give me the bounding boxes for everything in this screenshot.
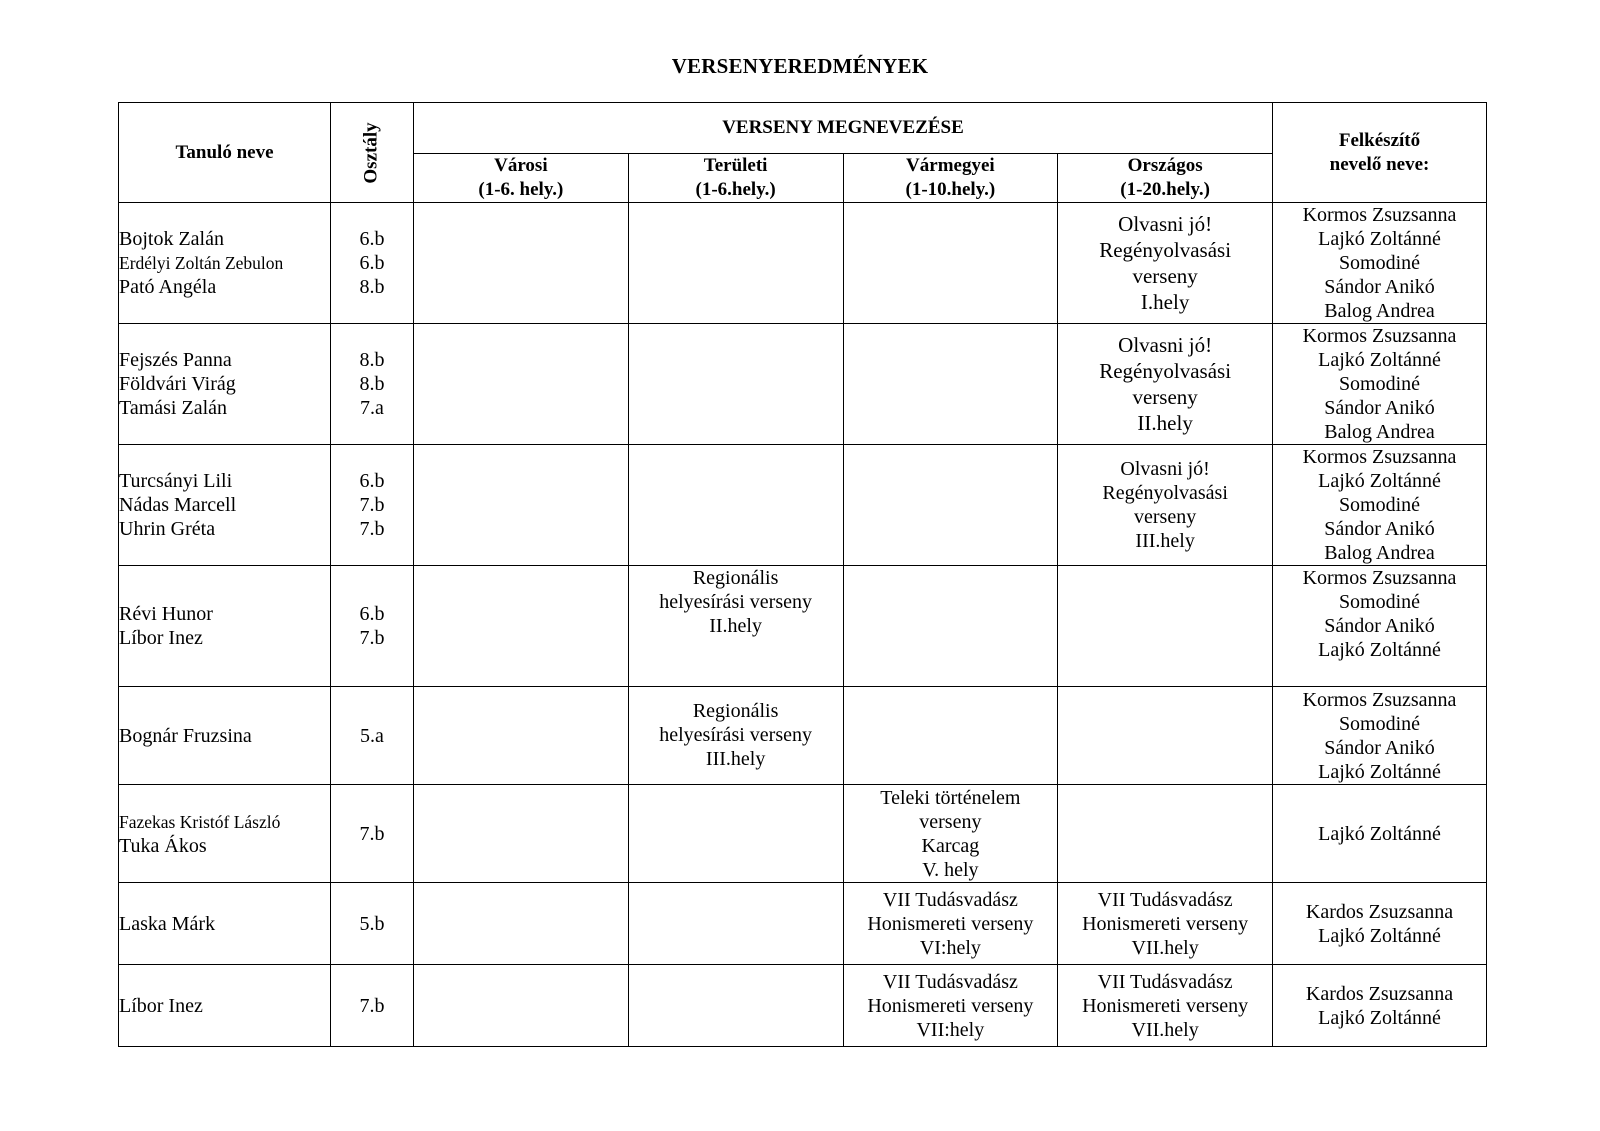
result-line: III.hely: [1135, 530, 1195, 552]
result-line: VII.hely: [1131, 936, 1199, 959]
teacher-name: Kormos Zsuzsanna: [1302, 325, 1457, 347]
header-region: [628, 154, 843, 203]
teacher-name: Balog Andrea: [1324, 300, 1435, 322]
national-cell: [1058, 203, 1273, 324]
header-region-label: Területi: [703, 155, 768, 176]
class-value: 7.b: [359, 494, 385, 516]
county-cell: [843, 566, 1058, 687]
header-county-range: (1-10.hely.): [905, 179, 996, 200]
classes-cell: [331, 203, 414, 324]
class-value: 7.b: [359, 822, 385, 845]
class-value: 7.b: [359, 627, 385, 649]
students-cell: [119, 324, 331, 445]
header-competition: VERSENY MEGNEVEZÉSE: [414, 103, 1273, 154]
teacher-name: Lajkó Zoltánné: [1318, 924, 1441, 947]
result-line: Regionális: [692, 567, 779, 589]
class-value: 6.b: [359, 470, 385, 492]
result-line: VII Tudásvadász: [1097, 888, 1233, 911]
results-table: [118, 102, 1487, 1047]
result-line: verseny: [1134, 506, 1197, 528]
header-city: [414, 154, 629, 203]
result-line: Regényolvasási: [1099, 359, 1232, 383]
header-national-range: (1-20.hely.): [1120, 179, 1210, 200]
result-line: V. hely: [922, 858, 979, 881]
teachers-cell: [1273, 687, 1487, 785]
header-student: Tanuló neve: [119, 103, 331, 203]
student-name: Fazekas Kristóf László: [119, 811, 281, 832]
class-value: 5.a: [360, 724, 384, 747]
class-value: 6.b: [359, 228, 385, 250]
county-cell: [843, 203, 1058, 324]
header-city-label: Városi: [494, 155, 548, 176]
student-name: Bognár Fruzsina: [119, 724, 252, 747]
national-cell: [1058, 566, 1273, 687]
result-line: VII Tudásvadász: [882, 888, 1018, 911]
result-line: Olvasni jó!: [1118, 333, 1213, 357]
region-cell: [628, 324, 843, 445]
result-line: I.hely: [1140, 290, 1190, 314]
national-cell: [1058, 785, 1273, 883]
classes-cell: [331, 324, 414, 445]
page-title: VERSENYEREDMÉNYEK: [671, 54, 929, 78]
region-cell: [628, 883, 843, 965]
students-cell: [119, 965, 331, 1047]
national-cell: [1058, 324, 1273, 445]
teacher-name: Kormos Zsuzsanna: [1302, 567, 1457, 589]
teacher-name: Lajkó Zoltánné: [1318, 639, 1441, 661]
national-cell: [1058, 883, 1273, 965]
city-cell: [414, 965, 629, 1047]
teacher-name: Somodiné: [1338, 712, 1421, 735]
teacher-name: Sándor Anikó: [1324, 518, 1435, 540]
table-row: [119, 785, 1487, 883]
teacher-name: Somodiné: [1338, 252, 1421, 274]
header-national-label: Országos: [1127, 155, 1203, 176]
teacher-name: Lajkó Zoltánné: [1318, 470, 1441, 492]
region-cell: [628, 203, 843, 324]
header-class: [331, 103, 414, 203]
students-cell: [119, 445, 331, 566]
result-line: VII.hely: [1131, 1018, 1199, 1041]
class-value: 7.b: [359, 994, 385, 1017]
header-county: [843, 154, 1058, 203]
city-cell: [414, 785, 629, 883]
class-value: 6.b: [359, 603, 385, 625]
student-name: Földvári Virág: [119, 373, 236, 395]
teacher-name: Somodiné: [1338, 373, 1421, 395]
result-line: verseny: [919, 810, 982, 833]
teacher-name: Kardos Zsuzsanna: [1305, 900, 1454, 923]
student-name: Turcsányi Lili: [119, 470, 233, 492]
header-teacher-line1: Felkészítő: [1338, 129, 1421, 151]
classes-cell: [331, 566, 414, 687]
class-value: 7.a: [360, 397, 384, 419]
teachers-cell: [1273, 785, 1487, 883]
teachers-cell: [1273, 324, 1487, 445]
class-value: 8.b: [359, 349, 385, 371]
national-cell: [1058, 445, 1273, 566]
classes-cell: [331, 445, 414, 566]
teacher-name: Balog Andrea: [1324, 421, 1435, 443]
table-row: [119, 883, 1487, 965]
table-row: [119, 445, 1487, 566]
header-region-range: (1-6.hely.): [695, 179, 776, 200]
city-cell: [414, 566, 629, 687]
teacher-name: Sándor Anikó: [1324, 615, 1435, 637]
result-line: Honismereti verseny: [1082, 912, 1249, 935]
teacher-name: Lajkó Zoltánné: [1318, 760, 1441, 783]
student-name: Révi Hunor: [119, 603, 213, 625]
teacher-name: Lajkó Zoltánné: [1318, 228, 1441, 250]
student-name: Tuka Ákos: [119, 834, 207, 857]
class-value: 8.b: [359, 373, 385, 395]
result-line: Honismereti verseny: [867, 912, 1034, 935]
class-value: 5.b: [359, 912, 385, 935]
county-cell: [843, 883, 1058, 965]
student-name: Laska Márk: [119, 912, 216, 935]
result-line: verseny: [1132, 264, 1198, 288]
table-row: [119, 965, 1487, 1047]
result-line: VII:hely: [916, 1018, 985, 1041]
classes-cell: [331, 785, 414, 883]
teacher-name: Kormos Zsuzsanna: [1302, 204, 1457, 226]
header-city-range: (1-6. hely.): [478, 179, 564, 200]
table-row: [119, 687, 1487, 785]
result-line: verseny: [1132, 385, 1198, 409]
city-cell: [414, 883, 629, 965]
teachers-cell: [1273, 445, 1487, 566]
region-cell: [628, 687, 843, 785]
students-cell: [119, 203, 331, 324]
result-line: II.hely: [1137, 411, 1193, 435]
classes-cell: [331, 687, 414, 785]
header-teacher-line2: nevelő neve:: [1329, 153, 1430, 175]
teacher-name: Sándor Anikó: [1324, 276, 1435, 298]
student-name: Tamási Zalán: [119, 397, 227, 419]
county-cell: [843, 785, 1058, 883]
result-line: Olvasni jó!: [1120, 458, 1210, 480]
teacher-name: Kardos Zsuzsanna: [1305, 982, 1454, 1005]
teacher-name: Sándor Anikó: [1324, 397, 1435, 419]
class-value: 7.b: [359, 518, 385, 540]
student-name: Erdélyi Zoltán Zebulon: [119, 253, 284, 273]
city-cell: [414, 324, 629, 445]
region-cell: [628, 965, 843, 1047]
teacher-name: Lajkó Zoltánné: [1318, 1006, 1441, 1029]
teachers-cell: [1273, 883, 1487, 965]
students-cell: [119, 566, 331, 687]
national-cell: [1058, 687, 1273, 785]
student-name: Nádas Marcell: [119, 494, 237, 516]
teacher-name: Kormos Zsuzsanna: [1302, 688, 1457, 711]
county-cell: [843, 965, 1058, 1047]
student-name: Líbor Inez: [119, 627, 203, 649]
result-line: Regényolvasási: [1102, 482, 1228, 504]
class-value: 8.b: [359, 276, 385, 298]
result-line: Karcag: [921, 834, 980, 857]
region-cell: [628, 566, 843, 687]
students-cell: [119, 785, 331, 883]
result-line: helyesírási verseny: [659, 724, 812, 746]
city-cell: [414, 445, 629, 566]
city-cell: [414, 687, 629, 785]
national-cell: [1058, 965, 1273, 1047]
region-cell: [628, 445, 843, 566]
teacher-name: Somodiné: [1338, 591, 1421, 613]
result-line: Honismereti verseny: [867, 994, 1034, 1017]
header-teacher: [1273, 103, 1487, 203]
classes-cell: [331, 883, 414, 965]
region-cell: [628, 785, 843, 883]
teachers-cell: [1273, 965, 1487, 1047]
teacher-name: Sándor Anikó: [1324, 736, 1435, 759]
table-row: [119, 203, 1487, 324]
teacher-name: Balog Andrea: [1324, 542, 1435, 564]
teacher-name: Kormos Zsuzsanna: [1302, 446, 1457, 468]
class-value: 6.b: [359, 252, 385, 274]
result-line: Honismereti verseny: [1082, 994, 1249, 1017]
result-line: Olvasni jó!: [1118, 212, 1213, 236]
result-line: helyesírási verseny: [659, 591, 812, 613]
county-cell: [843, 687, 1058, 785]
classes-cell: [331, 965, 414, 1047]
header-national: [1058, 154, 1273, 203]
teachers-cell: [1273, 203, 1487, 324]
result-line: Regényolvasási: [1099, 238, 1232, 262]
students-cell: [119, 687, 331, 785]
students-cell: [119, 883, 331, 965]
teacher-name: Somodiné: [1338, 494, 1421, 516]
student-name: Líbor Inez: [119, 994, 203, 1017]
result-line: Regionális: [692, 700, 779, 722]
student-name: Bojtok Zalán: [119, 228, 224, 250]
result-line: II.hely: [709, 615, 762, 637]
result-line: VII Tudásvadász: [882, 970, 1018, 993]
teachers-cell: [1273, 566, 1487, 687]
city-cell: [414, 203, 629, 324]
teacher-name: Lajkó Zoltánné: [1318, 349, 1441, 371]
header-class-label: Osztály: [361, 121, 382, 184]
teacher-name: Lajkó Zoltánné: [1318, 822, 1441, 845]
student-name: Fejszés Panna: [119, 349, 232, 371]
result-line: VII Tudásvadász: [1097, 970, 1233, 993]
result-line: III.hely: [705, 748, 766, 770]
table-row: [119, 324, 1487, 445]
result-line: VI:hely: [919, 936, 981, 959]
result-line: Teleki történelem: [880, 786, 1021, 809]
county-cell: [843, 324, 1058, 445]
student-name: Pató Angéla: [119, 276, 217, 298]
student-name: Uhrin Gréta: [119, 518, 216, 540]
county-cell: [843, 445, 1058, 566]
header-county-label: Vármegyei: [906, 155, 995, 176]
table-row: [119, 566, 1487, 687]
